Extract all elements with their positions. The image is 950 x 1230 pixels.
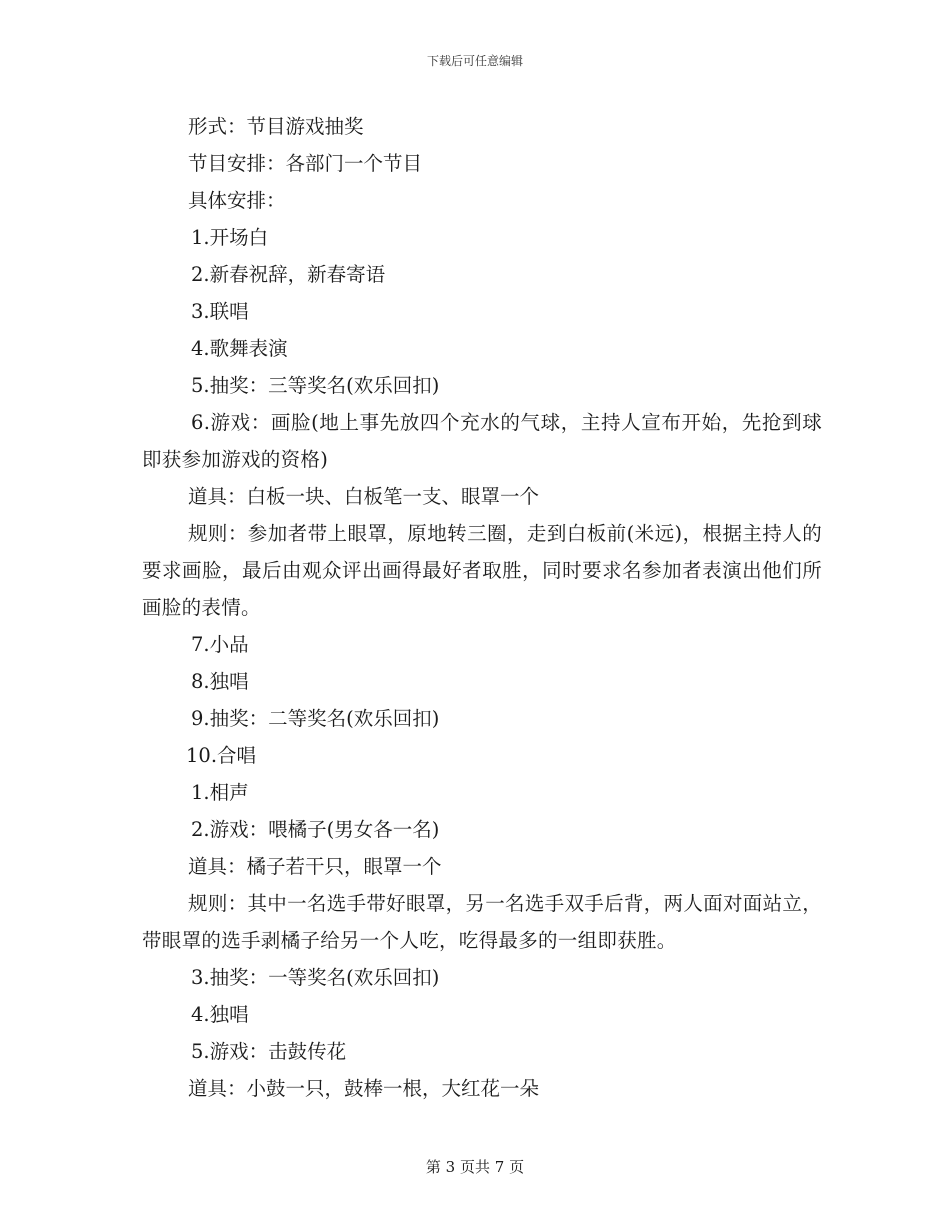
list-item: 1.开场白 bbox=[191, 226, 269, 249]
rules-paragraph: 规则：参加者带上眼罩，原地转三圈，走到白板前(米远)，根据主持人的要求画脸，最后由观众评出画得最好者取胜，同时要求名参加者表演出他们所画脸的表情。 bbox=[142, 522, 822, 619]
list-item: 4.歌舞表演 bbox=[191, 337, 288, 360]
list-item: 4.独唱 bbox=[191, 1003, 249, 1026]
list-item-paragraph: 6.游戏：画脸(地上事先放四个充水的气球，主持人宣布开始，先抢到球即获参加游戏的资格) bbox=[142, 411, 822, 471]
list-item: 10.合唱 bbox=[186, 744, 257, 767]
props-line: 道具：白板一块、白板笔一支、眼罩一个 bbox=[188, 485, 540, 508]
program-arrangement-line: 节目安排：各部门一个节目 bbox=[188, 152, 423, 175]
list-item: 8.独唱 bbox=[191, 670, 249, 693]
page-header: 下载后可任意编辑 bbox=[426, 54, 523, 68]
document-body bbox=[142, 108, 822, 1107]
rules-paragraph: 规则：其中一名选手带好眼罩，另一名选手双手后背，两人面对面站立，带眼罩的选手剥橘子给另一个人吃，吃得最多的一组即获胜。 bbox=[142, 892, 822, 952]
list-item: 3.抽奖：一等奖名(欢乐回扣) bbox=[191, 966, 440, 989]
page-footer: 第 3 页共 7 页 bbox=[425, 1158, 525, 1176]
list-item: 3.联唱 bbox=[191, 300, 249, 323]
detail-arrangement-line: 具体安排： bbox=[188, 189, 286, 212]
list-item: 5.游戏：击鼓传花 bbox=[191, 1040, 347, 1063]
list-item: 1.相声 bbox=[191, 781, 249, 804]
list-item: 7.小品 bbox=[191, 633, 249, 656]
list-item: 2.游戏：喂橘子(男女各一名) bbox=[191, 818, 440, 841]
list-item: 2.新春祝辞，新春寄语 bbox=[191, 263, 386, 286]
list-item: 5.抽奖：三等奖名(欢乐回扣) bbox=[191, 374, 440, 397]
list-item: 9.抽奖：二等奖名(欢乐回扣) bbox=[191, 707, 440, 730]
form-line: 形式：节目游戏抽奖 bbox=[188, 115, 364, 138]
props-line: 道具：橘子若干只，眼罩一个 bbox=[188, 855, 442, 878]
props-line: 道具：小鼓一只，鼓棒一根，大红花一朵 bbox=[188, 1077, 540, 1100]
